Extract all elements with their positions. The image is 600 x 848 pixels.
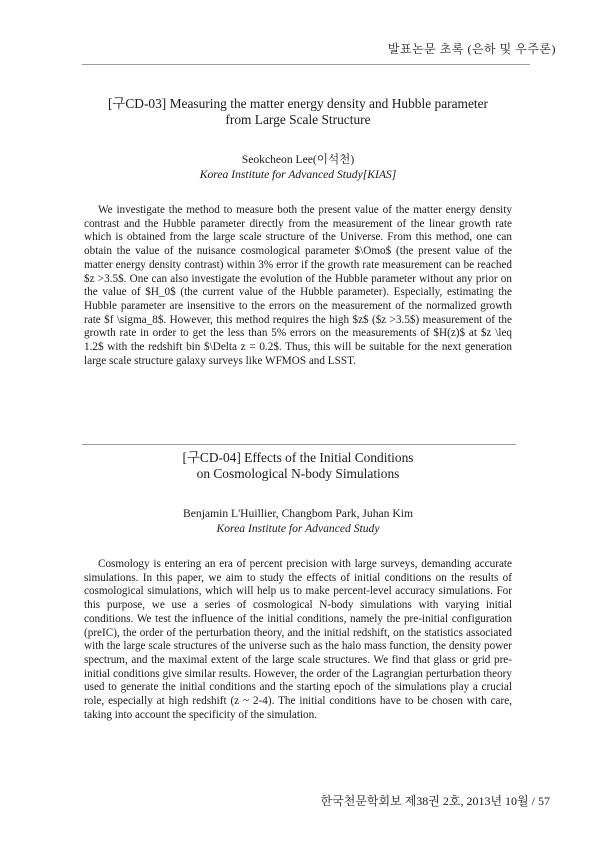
- abstract-cd03: [84, 96, 512, 368]
- abstract-title-line1: [구CD-04] Effects of the Initial Conditions: [182, 450, 414, 465]
- abstract-authors: Seokcheon Lee(이석천): [241, 153, 355, 166]
- abstract-title: [84, 96, 512, 128]
- running-header: 발표논문 초록 (은하 및 우주론): [387, 42, 556, 56]
- header-divider: [82, 64, 530, 65]
- abstract-title-line1: [구CD-03] Measuring the matter energy density and Hubble parameter: [107, 96, 489, 111]
- abstract-title-line2: on Cosmological N-body Simulations: [196, 466, 400, 481]
- abstract-affiliation: Korea Institute for Advanced Study[KIAS]: [199, 168, 397, 181]
- page-footer: 한국천문학회보 제38권 2호, 2013년 10월 / 57: [320, 794, 550, 808]
- abstract-body: Cosmology is entering an era of percent precision with large surveys, demanding accurate simulations. In this paper, we aim to study the effects of initial conditions on the results of cosmological simulations, which will help us to make percent-level accuracy simulations. For this purpose, we use a series of cosmological N-body simulations with varying initial conditions. We test the influence of the initial conditions, namely the pre-initial configuration (preIC), the order of the perturbation theory, and the initial redshift, on the statistics associated with the large scale structures of the universe such as the halo mass function, the density power spectrum, and the maximal extent of the large scale structures. We find that glass or grid pre-initial conditions give similar results. However, the order of the Lagrangian perturbation theory used to generate the initial conditions and the starting epoch of the simulations play a crucial role, especially at high redshift (z ~ 2-4). The initial conditions have to be chosen with care, taking into account the specificity of the simulation.: [84, 558, 512, 721]
- abstract-title-line2: from Large Scale Structure: [225, 112, 371, 127]
- section-divider: [82, 444, 516, 445]
- abstract-affiliation: Korea Institute for Advanced Study: [216, 522, 380, 535]
- abstract-body: We investigate the method to measure both the present value of the matter energy density contrast and the Hubble parameter directly from the measurement of the linear growth rate which is obtained from the large scale structure of the Universe. From this method, one can obtain the value of the nuisance cosmological parameter $\Omo$ (the present value of the matter energy density contrast) within 3% error if the growth rate measurement can be reached $z >3.5$. One can also investigate the evolution of the Hubble parameter without any prior on the value of $H_0$ (the current value of the Hubble parameter). Especially, estimating the Hubble parameter are insensitive to the errors on the measurement of the normalized growth rate $f \sigma_8$. However, this method requires the high $z$ ($z >3.5$) measurement of the growth rate in order to get the less than 5% errors on the measurements of $H(z)$ at $z \leq 1.2$ with the redshift bin $\Delta z = 0.2$. Thus, this will be suitable for the next generation large scale structure galaxy surveys like WFMOS and LSST.: [84, 204, 512, 367]
- abstract-cd04: [84, 450, 512, 722]
- abstract-authors: Benjamin L'Huillier, Changbom Park, Juhan Kim: [183, 507, 413, 520]
- abstract-title: [84, 450, 512, 482]
